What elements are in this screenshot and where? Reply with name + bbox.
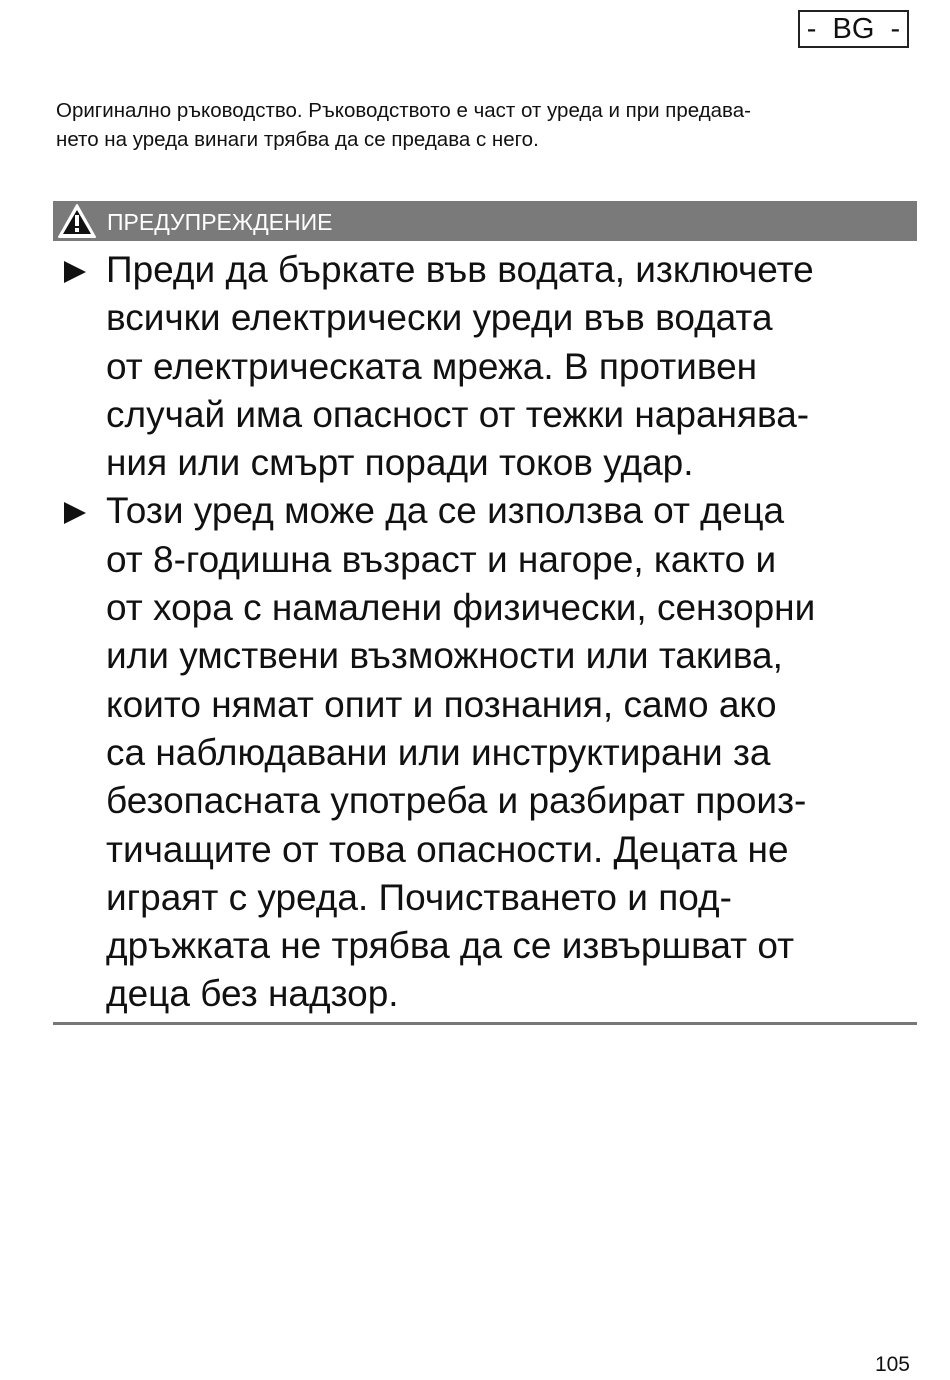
warning-item	[60, 246, 920, 487]
intro-paragraph	[56, 96, 896, 154]
warning-item-line: безопасната употреба и разбират произ-	[106, 780, 807, 822]
warning-item-line: дръжката не трябва да се извършват от	[106, 925, 795, 967]
intro-line: нето на уреда винаги трябва да се предава с него.	[56, 128, 539, 151]
warning-item-line: Този уред може да се използва от деца	[106, 490, 785, 532]
warning-item-line: или умствени възможности или такива,	[106, 635, 783, 677]
warning-item-line: от електрическата мрежа. В противен	[106, 345, 758, 387]
page-number: 105	[874, 1353, 910, 1376]
warning-item-line: деца без надзор.	[106, 973, 399, 1015]
triangle-bullet-icon	[64, 261, 86, 283]
intro-line: Оригинално ръководство. Ръководството е част от уреда и при предава-	[56, 99, 751, 122]
warning-item-line: от 8-годишна възраст и нагоре, както и	[106, 538, 777, 580]
triangle-bullet-icon	[64, 502, 86, 524]
warning-header	[53, 201, 917, 241]
section-divider	[53, 1022, 917, 1025]
warning-item-line: тичащите от това опасности. Децата не	[106, 828, 789, 870]
warning-list	[60, 246, 920, 1019]
language-badge: - BG -	[798, 10, 909, 48]
warning-item-line: които нямат опит и познания, само ако	[106, 683, 777, 725]
warning-item	[60, 487, 920, 1018]
warning-triangle-icon	[57, 203, 97, 239]
warning-item-line: Преди да бъркате във водата, изключете	[106, 249, 814, 290]
warning-item-line: случай има опасност от тежки наранява-	[106, 393, 810, 435]
warning-item-line: ния или смърт поради токов удар.	[106, 442, 694, 484]
warning-item-line: от хора с намалени физически, сензорни	[106, 587, 816, 629]
warning-item-line: са наблюдавани или инструктирани за	[106, 731, 771, 773]
warning-title: ПРЕДУПРЕЖДЕНИЕ	[107, 209, 333, 235]
warning-item-line: играят с уреда. Почистването и под-	[106, 876, 732, 918]
warning-item-line: всички електрически уреди във водата	[106, 297, 773, 339]
